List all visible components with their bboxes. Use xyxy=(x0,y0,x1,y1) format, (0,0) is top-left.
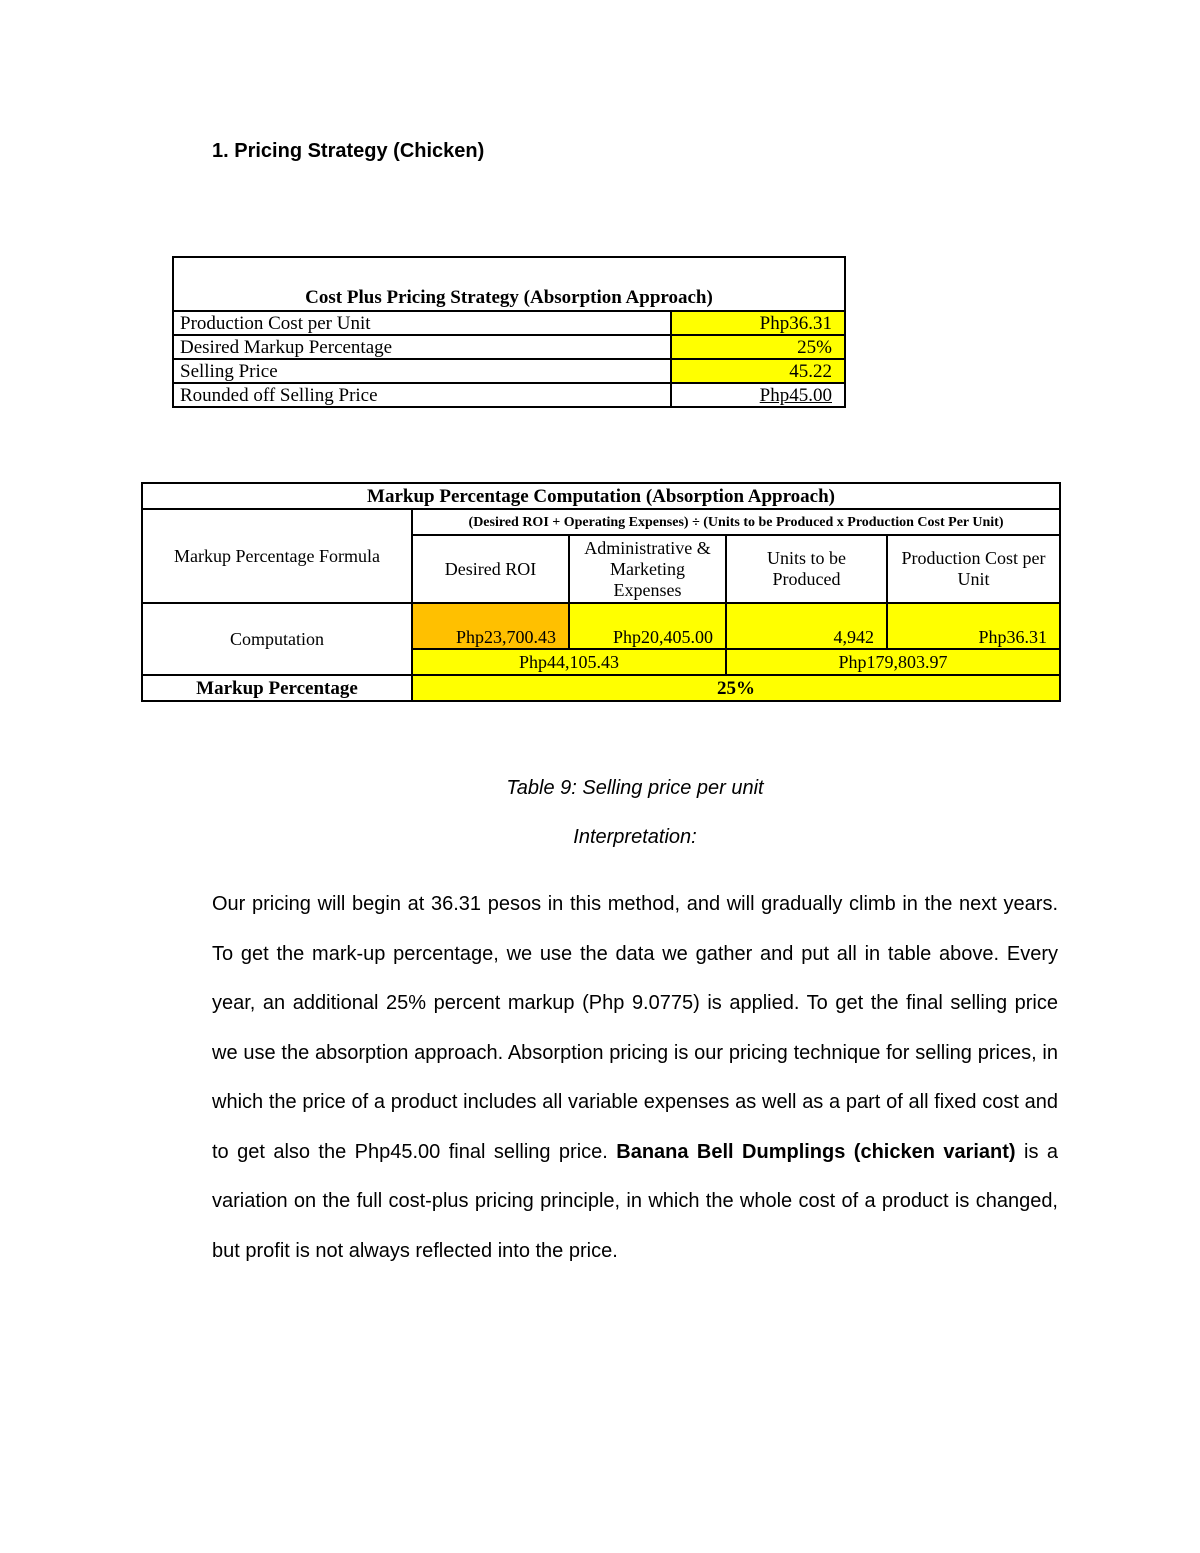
row-label: Production Cost per Unit xyxy=(173,311,671,335)
row-value: 25% xyxy=(671,335,845,359)
markup-computation-table xyxy=(141,482,1061,702)
row-label: Selling Price xyxy=(173,359,671,383)
column-header: Desired ROI xyxy=(412,535,569,603)
cost-plus-pricing-table xyxy=(172,256,846,408)
interpretation-label: Interpretation: xyxy=(573,826,697,848)
table-row xyxy=(173,311,845,335)
row-value xyxy=(671,383,845,407)
formula-label: Markup Percentage Formula xyxy=(142,509,412,603)
table-row xyxy=(173,383,845,407)
rounded-price-value: Php45.00 xyxy=(759,384,832,406)
product-name: Banana Bell Dumplings (chicken variant) xyxy=(616,1140,1016,1163)
section-heading: 1. Pricing Strategy (Chicken) xyxy=(212,140,485,162)
table-caption: Table 9: Selling price per unit xyxy=(506,777,764,799)
row-value: Php36.31 xyxy=(671,311,845,335)
units-value: 4,942 xyxy=(726,603,887,649)
markup-percentage-value: 25% xyxy=(412,675,1060,701)
table-title: Cost Plus Pricing Strategy (Absorption Approach) xyxy=(173,257,845,311)
numerator-sum: Php44,105.43 xyxy=(412,649,726,675)
table-row xyxy=(173,359,845,383)
markup-percentage-label: Markup Percentage xyxy=(142,675,412,701)
interpretation-paragraph xyxy=(212,880,1058,1276)
formula-text: (Desired ROI + Operating Expenses) ÷ (Units to be Produced x Production Cost Per Unit) xyxy=(412,509,1060,535)
paragraph-text: Our pricing will begin at 36.31 pesos in this method, and will gradually climb in the next years. To get the mark-up percentage, we use the data we gather and put all in table above. Every year, an additional 25% percent markup (Php 9.0775) is applied. To get the final selling price we use the absorption approach. Absorption pricing is our pricing technique for selling prices, in which the price of a product includes all variable expenses as well as a part of all fixed cost and to get also the Php45.00 final selling price. xyxy=(212,893,1058,1163)
column-header: Production Cost per Unit xyxy=(887,535,1060,603)
column-header: Units to be Produced xyxy=(726,535,887,603)
desired-roi-value: Php23,700.43 xyxy=(412,603,569,649)
denominator-product: Php179,803.97 xyxy=(726,649,1060,675)
expenses-value: Php20,405.00 xyxy=(569,603,726,649)
table-title: Markup Percentage Computation (Absorption Approach) xyxy=(142,483,1060,509)
row-value: 45.22 xyxy=(671,359,845,383)
column-header: Administrative & Marketing Expenses xyxy=(569,535,726,603)
row-label: Rounded off Selling Price xyxy=(173,383,671,407)
row-label: Desired Markup Percentage xyxy=(173,335,671,359)
production-cost-value: Php36.31 xyxy=(887,603,1060,649)
computation-label: Computation xyxy=(142,603,412,675)
table-row xyxy=(173,335,845,359)
paragraph-text: is a variation on the full cost-plus pricing principle, in which the whole cost of a product is changed, but profit is not always reflected into the price. xyxy=(212,1140,1058,1262)
